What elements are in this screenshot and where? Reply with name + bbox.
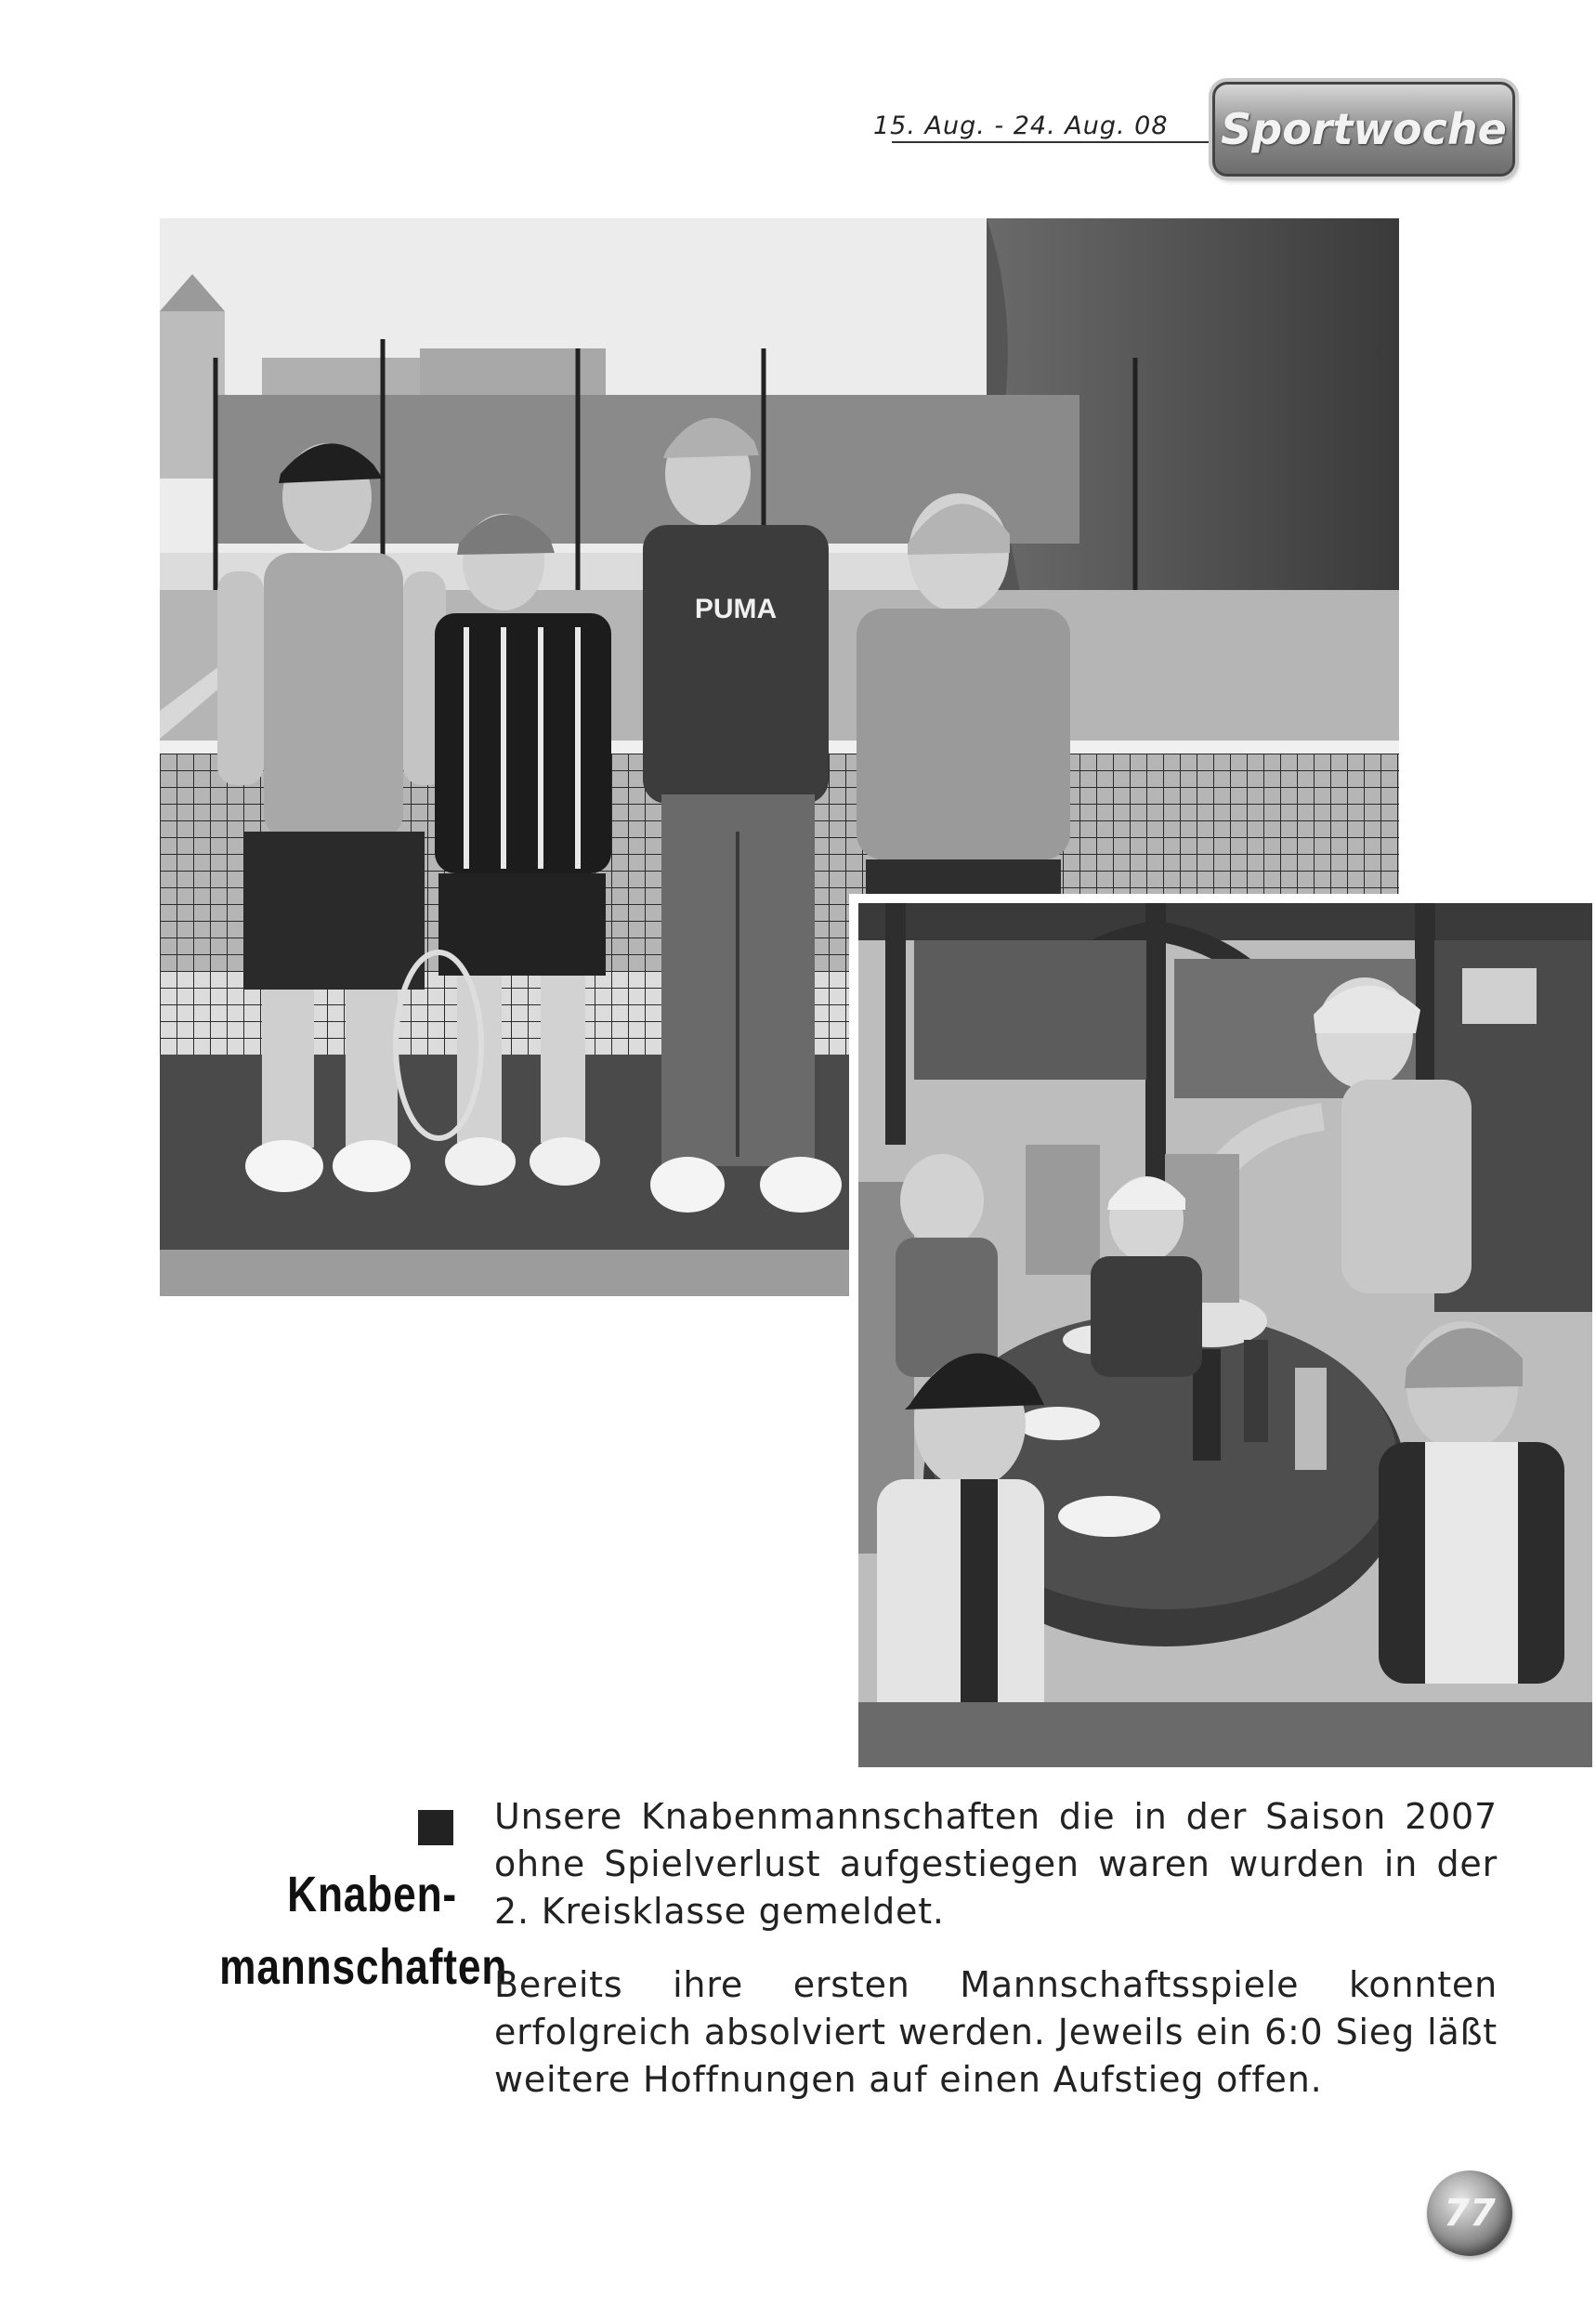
sportwoche-badge: Sportwoche — [1212, 82, 1515, 177]
section-title-line1: Knaben- — [287, 1867, 457, 1922]
paragraph-1: Unsere Knabenmannschaften die in der Saison 2007 ohne Spielverlust aufgestiegen waren wurden in der 2. Kreisklasse gemeldet. — [494, 1796, 1498, 1932]
table-photo — [849, 894, 1592, 1767]
header-rule — [892, 141, 1219, 143]
paragraph-2: Bereits ihre ersten Mannschaftsspiele konnten erfolgreich absolviert werden. Jeweils ein 6:0 Sieg läßt weitere Hoffnungen auf einen Aufstieg offen. — [494, 1964, 1498, 2100]
player-3 — [643, 418, 842, 1213]
header-date: 15. Aug. - 24. Aug. 08 — [873, 111, 1169, 140]
section-marker — [418, 1810, 453, 1845]
section-title-line2: mannschaften — [219, 1939, 508, 1995]
puma-logo-text: PUMA — [694, 594, 778, 624]
table-photo-image — [858, 903, 1592, 1767]
section-title — [219, 1858, 508, 2003]
body-text — [494, 1793, 1498, 2130]
page-number: 77 — [1427, 2170, 1512, 2256]
